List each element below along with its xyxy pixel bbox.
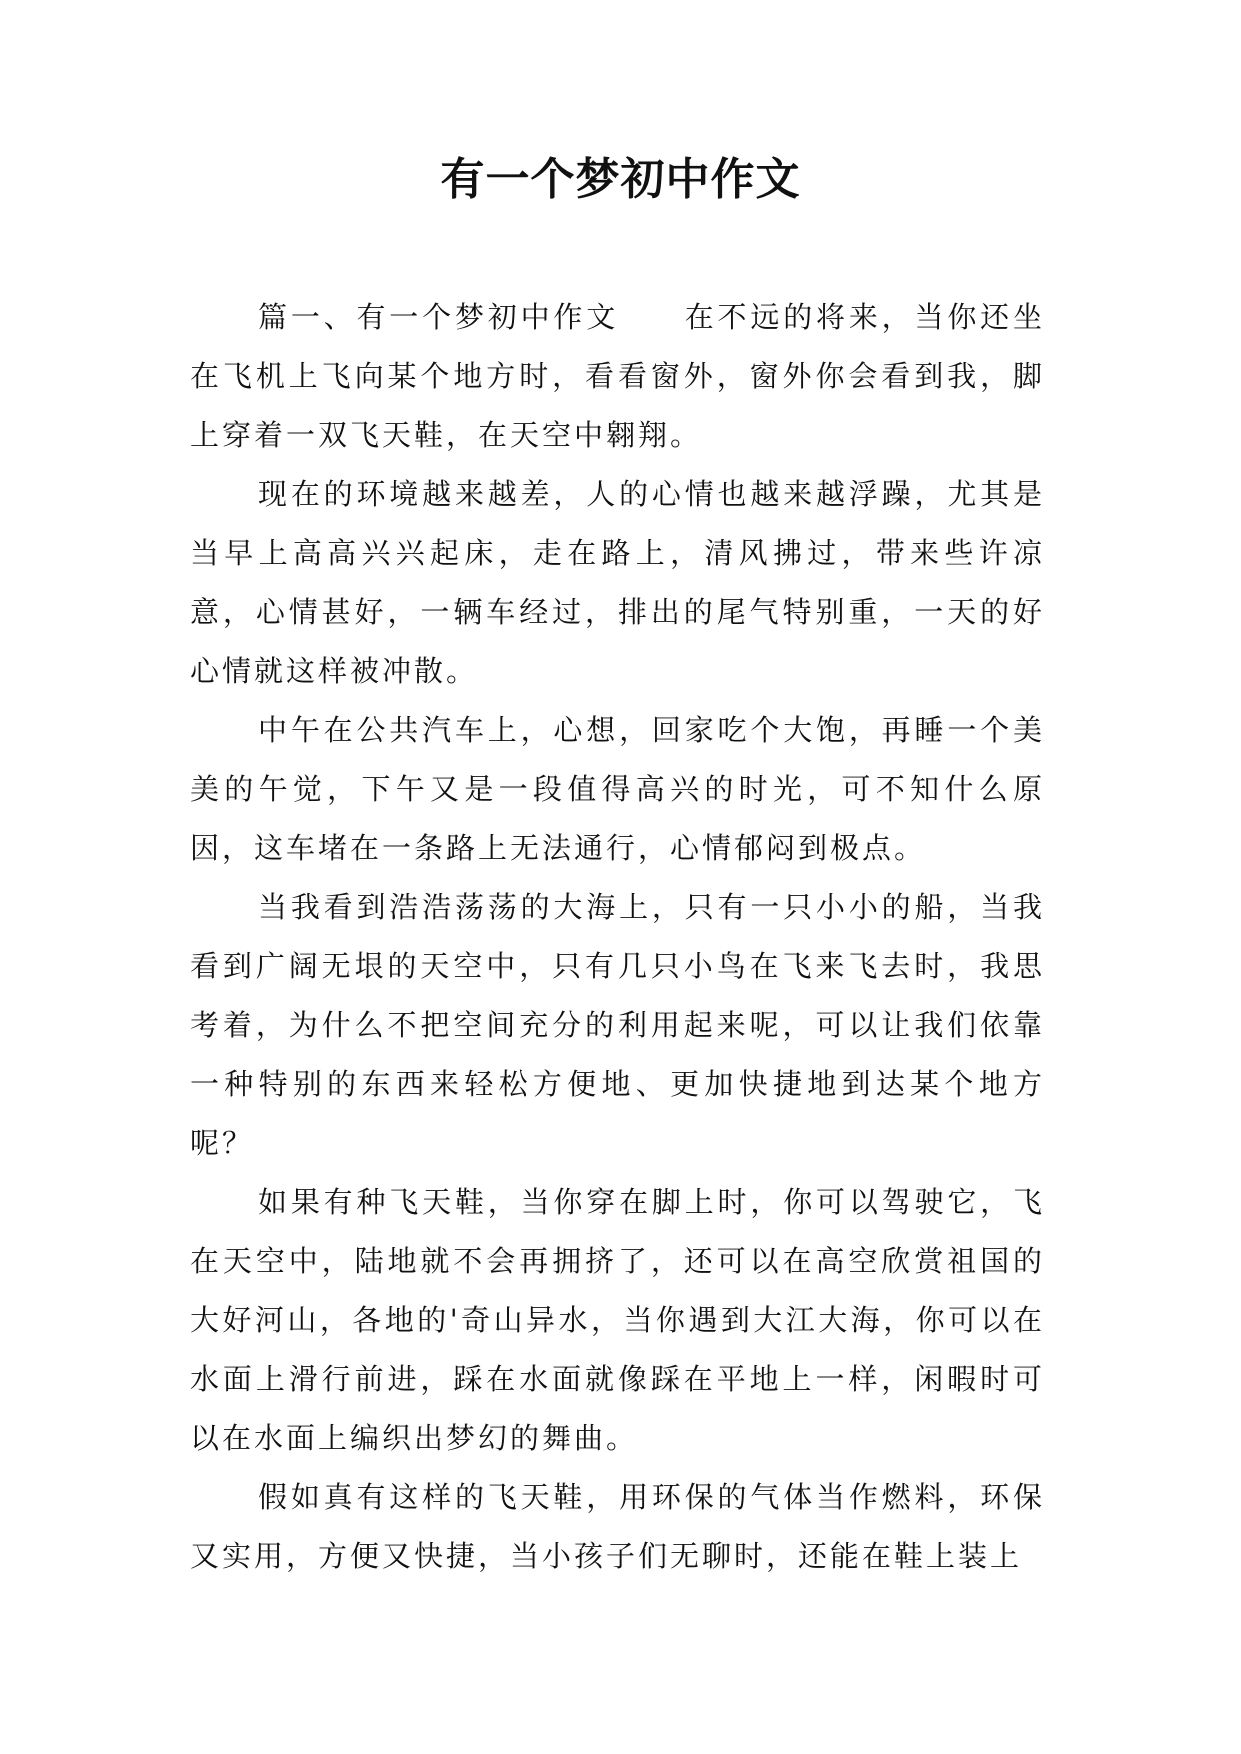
paragraph: 现在的环境越来越差，人的心情也越来越浮躁，尤其是当早上高高兴兴起床，走在路上，清风拂过，带来些许凉意，心情甚好，一辆车经过，排出的尾气特别重，一天的好心情就这样被冲散。	[190, 477, 1045, 688]
paragraph: 假如真有这样的飞天鞋，用环保的气体当作燃料，环保又实用，方便又快捷，当小孩子们无聊时，还能在鞋上装上	[190, 1480, 1045, 1573]
paragraph: 篇一、有一个梦初中作文 在不远的将来，当你还坐在飞机上飞向某个地方时，看看窗外，窗外你会看到我，脚上穿着一双飞天鞋，在天空中翱翔。	[190, 300, 1045, 452]
paragraph: 如果有种飞天鞋，当你穿在脚上时，你可以驾驶它，飞在天空中，陆地就不会再拥挤了，还可以在高空欣赏祖国的大好河山，各地的'奇山异水，当你遇到大江大海，你可以在水面上滑行前进，踩在水面就像踩在平地上一样，闲暇时可以在水面上编织出梦幻的舞曲。	[190, 1185, 1045, 1455]
page-title: 有一个梦初中作文	[440, 154, 801, 205]
paragraph: 当我看到浩浩荡荡的大海上，只有一只小小的船，当我看到广阔无垠的天空中，只有几只小鸟在飞来飞去时，我思考着，为什么不把空间充分的利用起来呢，可以让我们依靠一种特别的东西来轻松方便地、更加快捷地到达某个地方呢？	[190, 890, 1045, 1160]
paragraph: 中午在公共汽车上，心想，回家吃个大饱，再睡一个美美的午觉，下午又是一段值得高兴的时光，可不知什么原因，这车堵在一条路上无法通行，心情郁闷到极点。	[190, 713, 1045, 865]
essay-body	[190, 288, 1045, 1586]
